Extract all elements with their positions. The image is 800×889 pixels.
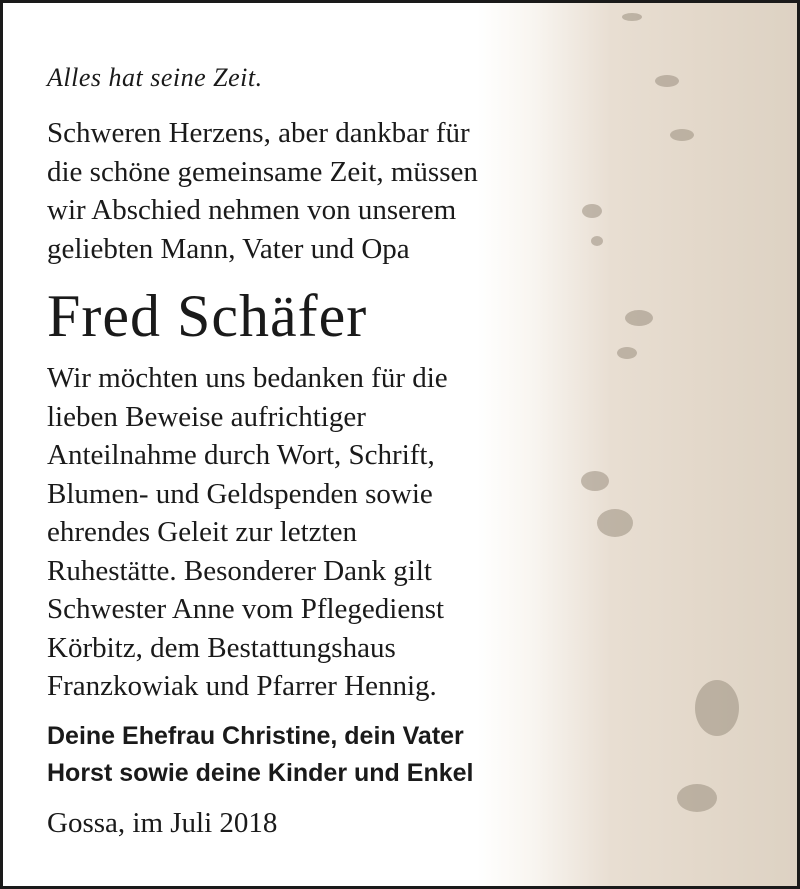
footprint bbox=[622, 13, 642, 21]
thanks-line: ehrendes Geleit zur letzten bbox=[47, 516, 357, 548]
footprint bbox=[695, 680, 739, 736]
deceased-name: Fred Schäfer bbox=[47, 283, 368, 349]
signature-line: Horst sowie deine Kinder und Enkel bbox=[47, 759, 474, 787]
footprint bbox=[582, 204, 602, 218]
footprints-in-sand-image bbox=[477, 3, 797, 886]
intro-line: geliebten Mann, Vater und Opa bbox=[47, 232, 410, 265]
thanks-line: Schwester Anne vom Pflegedienst bbox=[47, 593, 445, 625]
intro-line: die schöne gemeinsame Zeit, müssen bbox=[47, 155, 478, 188]
footprint bbox=[625, 310, 653, 326]
footprint bbox=[591, 236, 603, 246]
signature-line: Deine Ehefrau Christine, dein Vater bbox=[47, 722, 464, 750]
thanks-line: Franzkowiak und Pfarrer Hennig. bbox=[47, 670, 437, 702]
footprints-drawing bbox=[477, 3, 797, 886]
footprint bbox=[677, 784, 717, 812]
signature-block bbox=[47, 718, 473, 792]
intro-line: wir Abschied nehmen von unserem bbox=[47, 194, 457, 226]
motto: Alles hat seine Zeit. bbox=[47, 63, 263, 92]
thanks-paragraph bbox=[47, 359, 448, 706]
footprint bbox=[597, 509, 633, 537]
thanks-line: Anteilnahme durch Wort, Schrift, bbox=[47, 439, 435, 471]
footprint bbox=[617, 347, 637, 359]
intro-paragraph bbox=[47, 114, 478, 268]
thanks-line: Körbitz, dem Bestattungshaus bbox=[47, 631, 396, 664]
footprint bbox=[655, 75, 679, 87]
footprint bbox=[670, 129, 694, 141]
thanks-line: lieben Beweise aufrichtiger bbox=[47, 400, 366, 433]
place-date: Gossa, im Juli 2018 bbox=[47, 807, 278, 839]
footprint bbox=[581, 471, 609, 491]
thanks-line: Wir möchten uns bedanken für die bbox=[47, 362, 448, 394]
thanks-line: Blumen- und Geldspenden sowie bbox=[47, 477, 433, 510]
intro-line: Schweren Herzens, aber dankbar für bbox=[47, 117, 470, 149]
thanks-line: Ruhestätte. Besonderer Dank gilt bbox=[47, 554, 432, 587]
